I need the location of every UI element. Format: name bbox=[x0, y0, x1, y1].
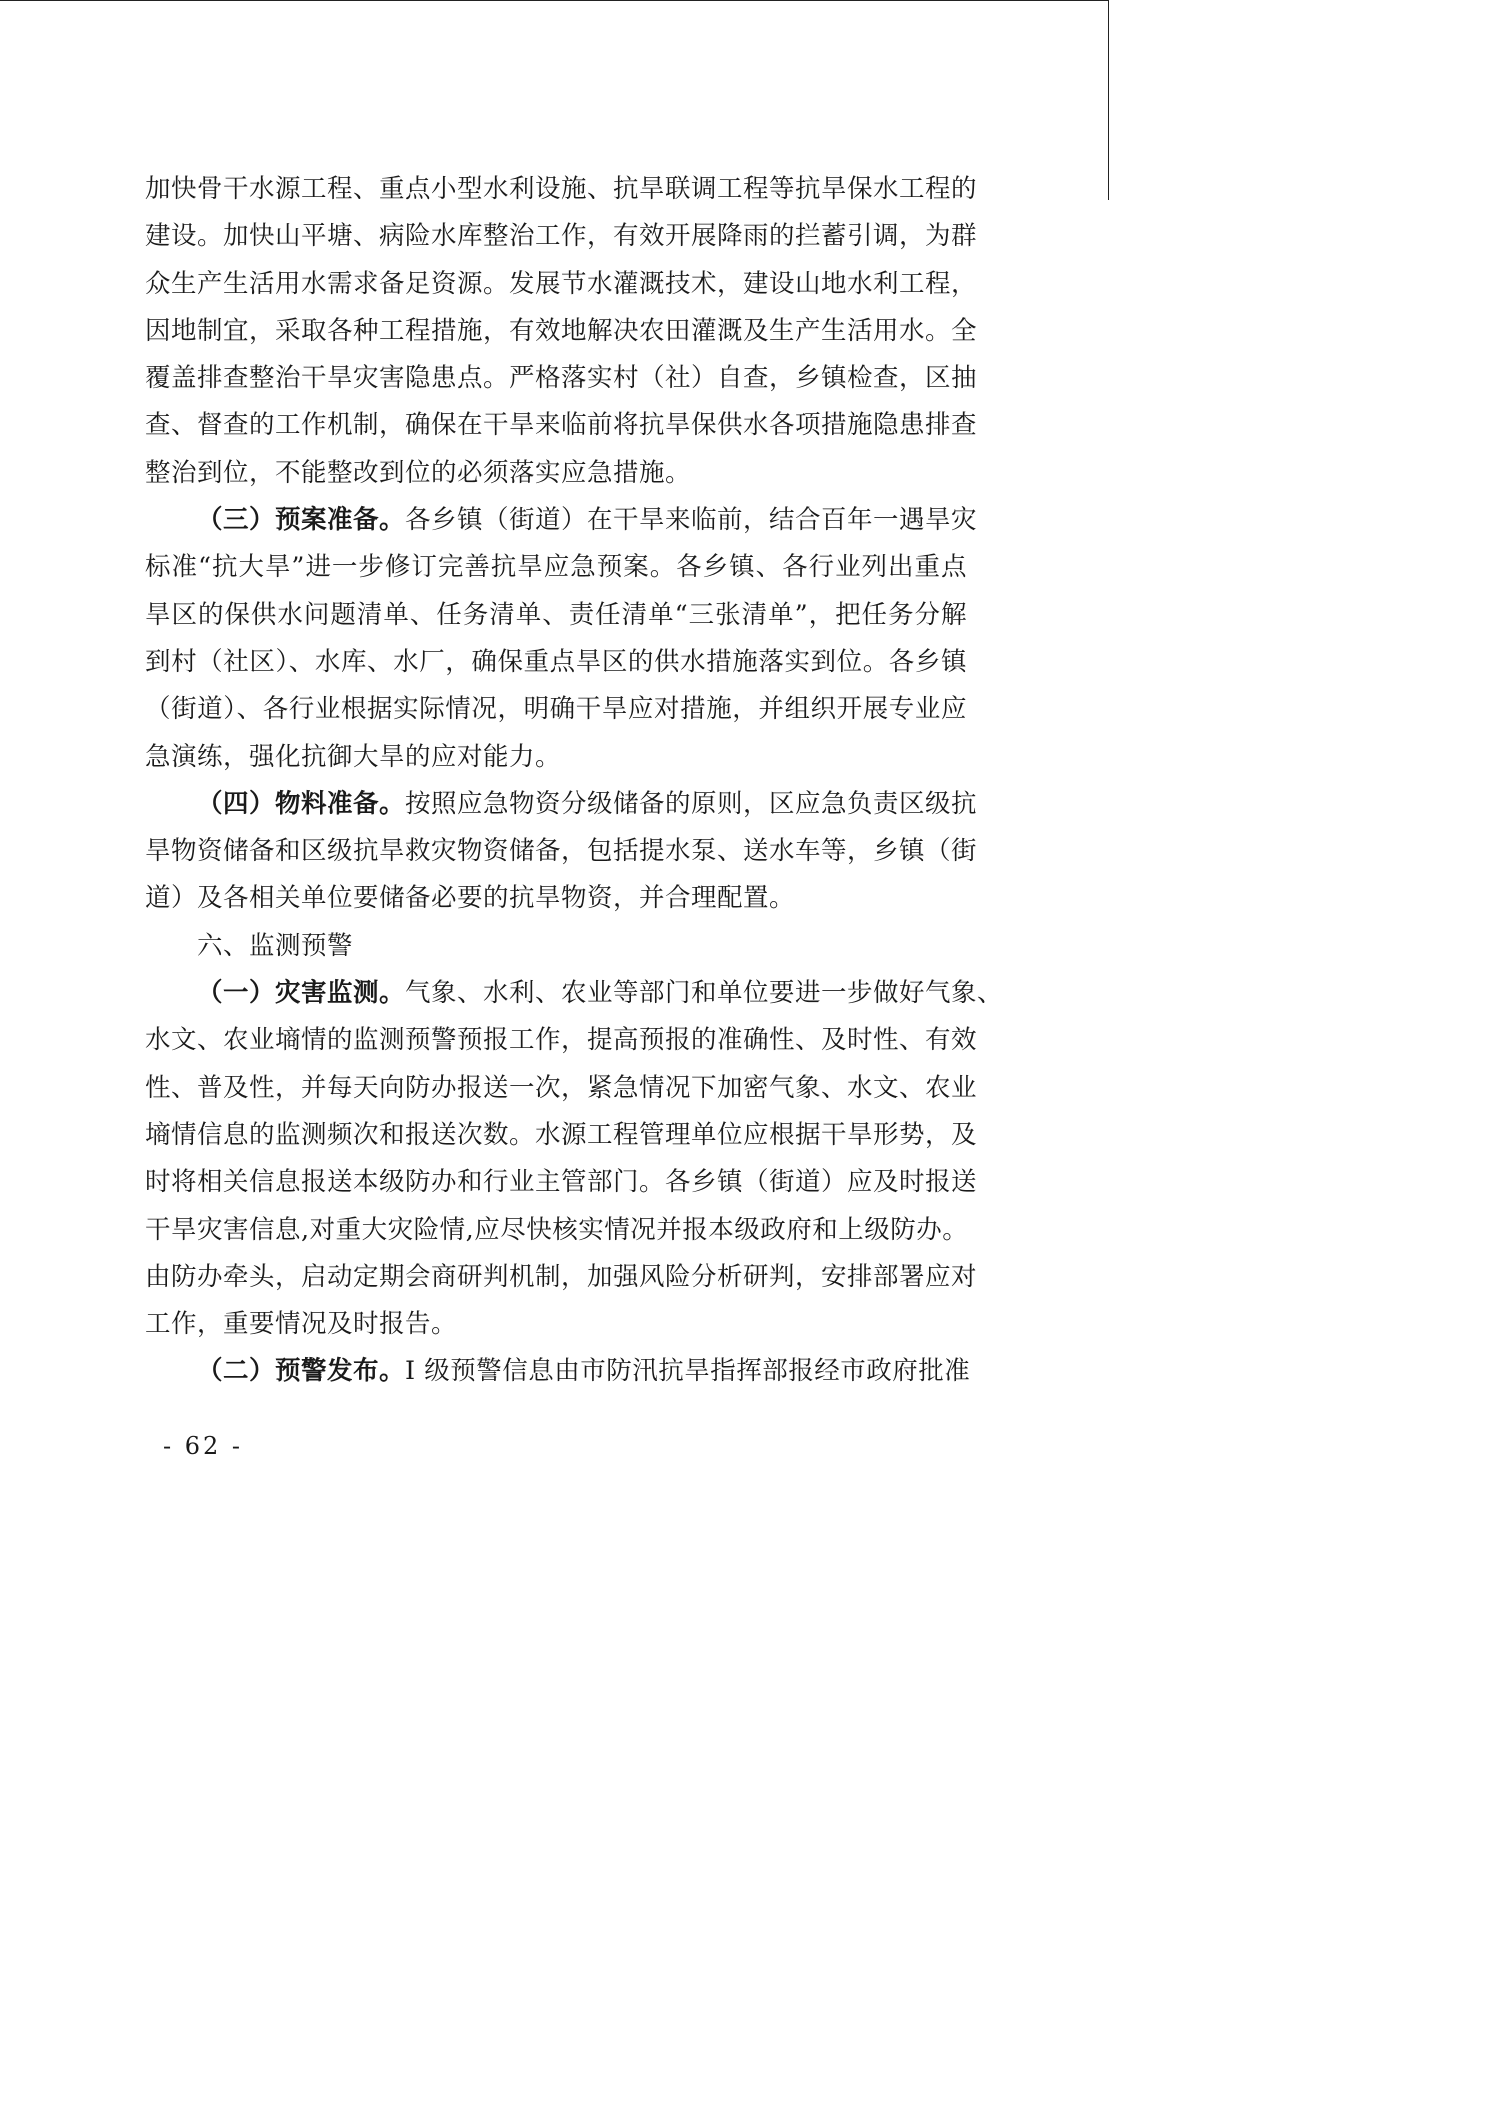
text-line: 覆盖排查整治干旱灾害隐患点。严格落实村（社）自查，乡镇检查，区抽 bbox=[145, 363, 978, 394]
text-line: 急演练，强化抗御大旱的应对能力。 bbox=[145, 741, 562, 772]
section-lead-line: （四）物料准备。按照应急物资分级储备的原则，区应急负责区级抗 bbox=[197, 788, 978, 819]
document-body bbox=[145, 166, 1004, 1396]
section-lead: （二）预警发布。 bbox=[197, 1356, 406, 1387]
section-lead: （三）预案准备。 bbox=[197, 505, 406, 536]
section-lead: （四）物料准备。 bbox=[197, 788, 406, 819]
text-line: 建设。加快山平塘、病险水库整治工作，有效开展降雨的拦蓄引调，为群 bbox=[145, 221, 978, 252]
text-line: 水文、农业墒情的监测预警预报工作，提高预报的准确性、及时性、有效 bbox=[145, 1025, 978, 1056]
text-line: 道）及各相关单位要储备必要的抗旱物资，并合理配置。 bbox=[145, 883, 796, 914]
text-line: 众生产生活用水需求备足资源。发展节水灌溉技术，建设山地水利工程， bbox=[145, 268, 978, 299]
section-lead-line: （一）灾害监测。气象、水利、农业等部门和单位要进一步做好气象、 bbox=[197, 978, 1004, 1009]
text-line: 因地制宜，采取各种工程措施，有效地解决农田灌溉及生产生活用水。全 bbox=[145, 315, 978, 346]
text-line: 旱物资储备和区级抗旱救灾物资储备，包括提水泵、送水车等，乡镇（街 bbox=[145, 836, 978, 867]
page-top-border bbox=[0, 0, 1109, 1]
text-line: 查、督查的工作机制，确保在干旱来临前将抗旱保供水各项措施隐患排查 bbox=[145, 410, 978, 441]
chapter-heading: 六、监测预警 bbox=[197, 930, 354, 961]
text-line: 干旱灾害信息,对重大灾险情,应尽快核实情况并报本级政府和上级防办。 bbox=[145, 1214, 969, 1245]
text-line: 墒情信息的监测频次和报送次数。水源工程管理单位应根据干旱形势，及 bbox=[145, 1119, 978, 1150]
section-lead-line: （二）预警发布。I 级预警信息由市防汛抗旱指挥部报经市政府批准 bbox=[197, 1356, 971, 1387]
text-line: 性、普及性，并每天向防办报送一次，紧急情况下加密气象、水文、农业 bbox=[145, 1072, 978, 1103]
section-lead: （一）灾害监测。 bbox=[197, 978, 406, 1009]
text-line: （街道）、各行业根据实际情况，明确干旱应对措施，并组织开展专业应 bbox=[145, 694, 967, 725]
text-line: 时将相关信息报送本级防办和行业主管部门。各乡镇（街道）应及时报送 bbox=[145, 1167, 978, 1198]
page-right-border bbox=[1108, 0, 1109, 200]
text-line: 旱区的保供水问题清单、任务清单、责任清单“三张清单”，把任务分解 bbox=[145, 599, 967, 630]
page-number: - 62 - bbox=[163, 1432, 244, 1460]
text-line: 工作，重要情况及时报告。 bbox=[145, 1309, 458, 1340]
text-line: 到村（社区）、水库、水厂，确保重点旱区的供水措施落实到位。各乡镇 bbox=[145, 646, 967, 677]
text-line: 加快骨干水源工程、重点小型水利设施、抗旱联调工程等抗旱保水工程的 bbox=[145, 174, 978, 204]
text-line: 标准“抗大旱”进一步修订完善抗旱应急预案。各乡镇、各行业列出重点 bbox=[145, 552, 967, 583]
section-lead-line: （三）预案准备。各乡镇（街道）在干旱来临前，结合百年一遇旱灾 bbox=[197, 505, 978, 536]
text-line: 整治到位，不能整改到位的必须落实应急措施。 bbox=[145, 457, 692, 488]
text-line: 由防办牵头，启动定期会商研判机制，加强风险分析研判，安排部署应对 bbox=[145, 1261, 978, 1292]
